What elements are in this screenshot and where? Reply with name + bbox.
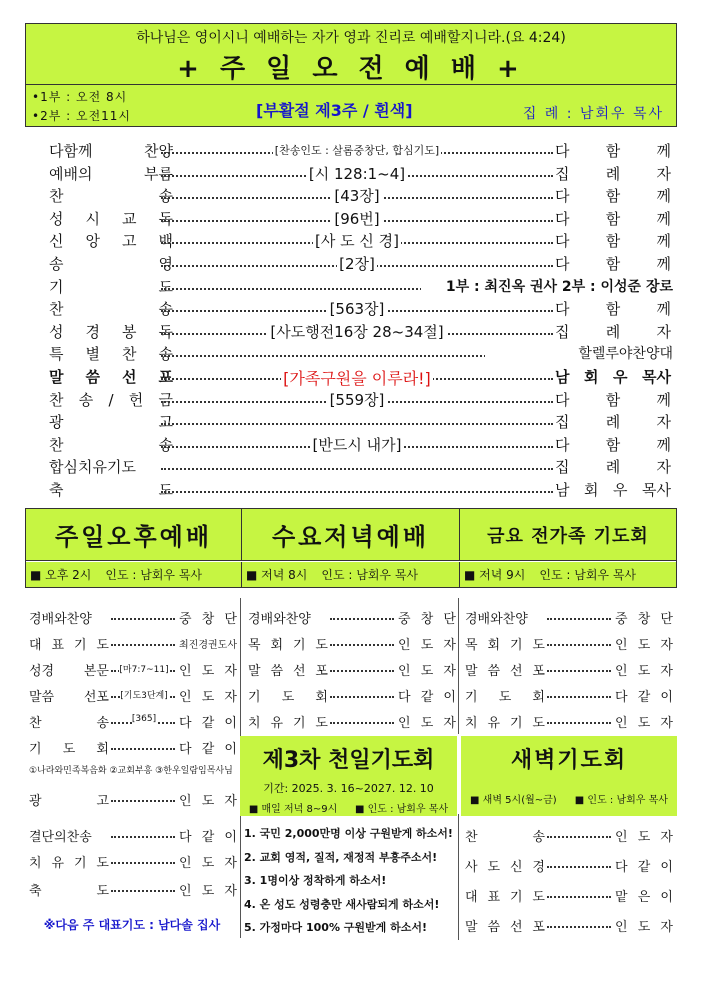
schedule-item: 치 유 기 도 xyxy=(465,716,545,731)
schedule-leader: 다 같 이 xyxy=(179,830,237,845)
dawn-item: 대 표 기 도 xyxy=(465,890,545,905)
leader-dots xyxy=(111,890,175,892)
order-row xyxy=(25,366,677,388)
leader-dots xyxy=(330,670,394,672)
prayer-topic: 2. 교회 영적, 질적, 재정적 부흥주소서! xyxy=(244,850,438,864)
dawn-prayer-info xyxy=(461,780,677,816)
schedule-item: 축 도 xyxy=(29,884,109,899)
thousand-day-prayer-time: ■ 매일 저녁 8~9시 xyxy=(248,803,338,815)
order-detail xyxy=(161,163,553,184)
schedule-leader: 인 도 자 xyxy=(179,664,237,679)
schedule-row xyxy=(29,880,237,900)
order-label: 축 도 xyxy=(49,481,173,499)
leader-dots xyxy=(547,722,611,724)
order-label: 특 별 찬 송 xyxy=(49,345,173,364)
dawn-item: 사 도 신 경 xyxy=(465,860,545,875)
schedule-row xyxy=(465,686,673,706)
schedule-leader: 인 도 자 xyxy=(398,638,456,653)
schedule-item: 경배와찬양 xyxy=(29,612,92,627)
prayer-topic: 1. 국민 2,000만명 이상 구원받게 하소서! xyxy=(244,827,453,840)
friday-prayer-time: ■ 저녁 9시 xyxy=(464,568,526,582)
leader-dots xyxy=(111,836,175,838)
order-leader: 집 례 자 xyxy=(555,164,671,183)
order-leader: 집 례 자 xyxy=(555,458,671,477)
order-label: 기 도 xyxy=(49,277,173,296)
schedule-row xyxy=(465,712,673,732)
leader-dots xyxy=(111,748,175,750)
next-week-prayer: ※다음 주 대표기도 : 남다솔 집사 xyxy=(43,918,221,932)
schedule-row xyxy=(29,826,237,846)
schedule-detail xyxy=(113,662,175,675)
order-label: 찬 송 xyxy=(49,187,173,206)
dawn-prayer-leader: ■ 인도 : 남회우 목사 xyxy=(574,794,668,806)
schedule-item: 목 회 기 도 xyxy=(465,638,545,653)
first-service-time: •1부 : 오전 8시 xyxy=(32,90,128,104)
order-detail xyxy=(161,321,553,342)
schedule-leader: 중 창 단 xyxy=(398,612,456,627)
dawn-prayer-title: 새벽기도회 xyxy=(461,736,677,780)
order-leader: 다 함 께 xyxy=(555,209,671,228)
leader-dots xyxy=(330,618,394,620)
leader-dots xyxy=(161,491,553,493)
prayer-topic: 3. 1명이상 정착하게 하소서! xyxy=(244,874,387,887)
schedule-item: 기 도 회 xyxy=(248,690,328,705)
order-detail-text: [559장] xyxy=(329,390,385,409)
schedule-item: 기 도 회 xyxy=(465,690,545,705)
schedule-item: 경배와찬양 xyxy=(465,612,528,627)
order-detail-text: [찬송인도 : 살롬중창단, 합심기도] xyxy=(274,144,440,157)
schedule-leader: 인 도 자 xyxy=(179,690,237,705)
presider: 집 례 : 남회우 목사 xyxy=(522,106,664,122)
schedule-item: 광 고 xyxy=(29,794,109,809)
schedule-item: 기 도 회 xyxy=(29,742,109,757)
schedule-row xyxy=(248,660,456,680)
schedule-row xyxy=(29,686,237,706)
schedule-leader: 인 도 자 xyxy=(179,856,237,871)
order-leader: 다 함 께 xyxy=(555,390,671,409)
order-label: 다함께 찬양 xyxy=(49,142,173,160)
order-row xyxy=(25,276,677,298)
order-row xyxy=(25,253,677,275)
order-detail-text: [96번] xyxy=(334,209,380,228)
service-header xyxy=(25,23,677,127)
leader-dots xyxy=(330,644,394,646)
schedule-item: 말 씀 선 포 xyxy=(248,664,328,679)
schedule-detail xyxy=(113,714,175,724)
order-label: 예배의 부름 xyxy=(49,164,173,183)
order-detail xyxy=(161,366,553,389)
order-label: 합심치유기도 xyxy=(49,458,136,477)
schedule-row xyxy=(29,712,237,732)
leader-dots xyxy=(111,644,175,646)
order-row xyxy=(25,298,677,320)
order-leader: 남 회 우 목사 xyxy=(555,481,671,499)
order-leader: 다 함 께 xyxy=(555,187,671,206)
order-detail xyxy=(161,185,553,206)
schedule-row xyxy=(248,712,456,732)
leader-dots xyxy=(547,670,611,672)
order-leader: 남 회 우 목사 xyxy=(555,368,671,386)
sunday-afternoon-leader: 인도 : 남회우 목사 xyxy=(105,568,203,582)
friday-prayer-title: 금요 전가족 기도회 xyxy=(460,509,676,561)
schedule-leader: 다 같 이 xyxy=(179,742,237,757)
schedule-row xyxy=(29,790,237,810)
schedule-item: 목 회 기 도 xyxy=(248,638,328,653)
schedule-leader: 인 도 자 xyxy=(615,716,673,731)
schedule-leader: 인 도 자 xyxy=(615,664,673,679)
order-detail xyxy=(161,434,553,455)
order-row xyxy=(25,321,677,343)
weekly-services-header xyxy=(25,508,677,588)
service-title: + 주 일 오 전 예 배 + xyxy=(177,54,525,84)
order-of-service xyxy=(25,130,677,499)
wednesday-evening-time: ■ 저녁 8시 xyxy=(246,568,308,582)
prayer-topics-note: ①나라와민족복음화 ②교회부흥 ③한우일람임목사님 xyxy=(29,766,233,776)
schedule-leader: 다 같 이 xyxy=(398,690,456,705)
order-detail-text: [2장] xyxy=(339,255,375,273)
leader-dots xyxy=(547,696,611,698)
thousand-day-prayer-leader: ■ 인도 : 남회우 목사 xyxy=(354,803,449,815)
friday-prayer-info xyxy=(460,562,676,587)
scripture-verse: 하나님은 영이시니 예배하는 자가 영과 진리로 예배할지니라.(요 4:24) xyxy=(136,30,566,46)
dawn-item: 찬 송 xyxy=(465,830,545,845)
dawn-leader: 다 같 이 xyxy=(615,860,673,875)
order-label: 말 씀 선 포 xyxy=(49,368,173,386)
order-detail xyxy=(161,389,553,410)
schedule-item: 찬 송 xyxy=(29,716,109,731)
order-leader: 다 함 께 xyxy=(555,255,671,273)
schedule-leader: 다 같 이 xyxy=(179,716,237,731)
prayer-topic: 4. 온 성도 성령충만 새사람되게 하소서! xyxy=(244,897,440,911)
schedule-row xyxy=(29,738,237,758)
schedule-leader: 인 도 자 xyxy=(398,716,456,731)
schedule-leader: 인 도 자 xyxy=(179,884,237,899)
order-row xyxy=(25,140,677,162)
order-detail-text: [시 128:1~4] xyxy=(308,164,406,183)
order-label: 성 경 봉 독 xyxy=(49,322,173,341)
dawn-leader: 인 도 자 xyxy=(615,920,673,935)
dawn-leader: 인 도 자 xyxy=(615,830,673,845)
wednesday-evening-leader: 인도 : 남회우 목사 xyxy=(321,568,419,582)
order-leader: 할렐루야찬양대 xyxy=(485,343,673,363)
order-label: 성 시 교 독 xyxy=(49,209,173,228)
liturgical-season: [부활절 제3주 / 흰색] xyxy=(256,101,413,120)
order-label: 광 고 xyxy=(49,413,173,432)
schedule-row xyxy=(29,660,237,680)
schedule-row xyxy=(465,634,673,654)
order-row xyxy=(25,389,677,411)
schedule-item: 치 유 기 도 xyxy=(248,716,328,731)
schedule-leader: 인 도 자 xyxy=(398,664,456,679)
order-detail-text: [사 도 신 경] xyxy=(315,232,399,251)
schedule-detail-text: [마7:7~11] xyxy=(119,665,169,675)
wednesday-evening-info xyxy=(242,562,460,587)
schedule-item: 성경 본문 xyxy=(29,664,109,679)
schedule-row xyxy=(29,852,237,872)
order-leader: 다 함 께 xyxy=(555,300,671,319)
order-label: 찬 송 / 헌 금 xyxy=(49,390,173,409)
order-detail-text: [43장] xyxy=(334,187,380,206)
order-detail-text: [563장] xyxy=(329,300,385,319)
schedule-leader: 중 창 단 xyxy=(179,612,237,627)
leader-dots xyxy=(547,618,611,620)
schedule-leader: 다 같 이 xyxy=(615,690,673,705)
schedule-item: 말씀 선포 xyxy=(29,690,109,705)
header-divider xyxy=(26,84,676,85)
sunday-afternoon-info xyxy=(26,562,242,587)
schedule-detail-text: [기도3단계] xyxy=(120,691,168,701)
sunday-afternoon-time: ■ 오후 2시 xyxy=(30,568,92,582)
order-row xyxy=(25,479,677,501)
order-detail-text: [반드시 내가] xyxy=(312,435,402,454)
order-detail xyxy=(161,298,553,319)
schedule-row xyxy=(248,686,456,706)
order-label: 찬 송 xyxy=(49,300,173,319)
leader-dots xyxy=(111,862,175,864)
schedule-item: 대 표 기 도 xyxy=(29,638,109,653)
order-row xyxy=(25,185,677,207)
schedule-row xyxy=(248,634,456,654)
order-detail-text: [사도행전16장 28~34절] xyxy=(270,322,444,341)
schedule-leader: 최진경권도사 xyxy=(179,640,237,651)
leader-dots xyxy=(330,696,394,698)
order-leader: 다 함 께 xyxy=(555,232,671,251)
schedule-item: 결단의찬송 xyxy=(29,830,92,845)
thousand-day-prayer-info xyxy=(240,798,457,816)
order-row xyxy=(25,456,677,478)
order-detail xyxy=(161,230,553,251)
order-row xyxy=(25,343,677,365)
schedule-leader: 인 도 자 xyxy=(179,794,237,809)
schedule-row xyxy=(465,608,673,628)
leader-dots xyxy=(161,423,553,425)
order-leader: 다 함 께 xyxy=(555,435,671,454)
sunday-afternoon-title: 주일오후예배 xyxy=(26,509,242,561)
order-row xyxy=(25,163,677,185)
schedule-row xyxy=(248,608,456,628)
order-detail-text: [가족구원을 이루라!] xyxy=(283,369,431,388)
schedule-item: 경배와찬양 xyxy=(248,612,311,627)
thousand-day-prayer-title: 제3차 천일기도회 xyxy=(240,736,457,780)
prayer-meetings xyxy=(240,736,677,938)
order-row xyxy=(25,230,677,252)
dawn-leader: 맡 은 이 xyxy=(615,890,673,905)
order-row xyxy=(25,411,677,433)
schedule-item: 치 유 기 도 xyxy=(29,856,109,871)
schedule-detail-text: [365] xyxy=(131,714,157,724)
order-leader: 집 례 자 xyxy=(555,322,671,341)
prayer-topics xyxy=(244,822,454,940)
column-divider xyxy=(458,598,459,734)
dawn-prayer-time: ■ 새벽 5시(월~금) xyxy=(470,794,557,806)
leader-dots xyxy=(111,618,175,620)
schedule-detail xyxy=(113,688,175,701)
order-detail xyxy=(161,253,553,274)
order-label: 신 앙 고 백 xyxy=(49,232,173,251)
friday-prayer-leader: 인도 : 남회우 목사 xyxy=(539,568,637,582)
leader-dots xyxy=(547,644,611,646)
leader-dots xyxy=(111,800,175,802)
order-leader: 집 례 자 xyxy=(555,413,671,432)
schedule-item: 말 씀 선 포 xyxy=(465,664,545,679)
leader-dots xyxy=(161,468,553,470)
wednesday-evening-title: 수요저녁예배 xyxy=(242,509,460,561)
order-label: 찬 송 xyxy=(49,435,173,454)
schedule-leader: 중 창 단 xyxy=(615,612,673,627)
order-row xyxy=(25,434,677,456)
leader-dots xyxy=(330,722,394,724)
schedule-row xyxy=(29,608,237,628)
order-detail xyxy=(161,208,553,229)
prayer-topic: 5. 가정마다 100% 구원받게 하소서! xyxy=(244,921,428,934)
schedule-row xyxy=(29,634,237,654)
schedule-row xyxy=(465,660,673,680)
dawn-item: 말 씀 선 포 xyxy=(465,920,545,935)
order-leader: 다 함 께 xyxy=(555,142,671,160)
schedule-leader: 인 도 자 xyxy=(615,638,673,653)
second-service-time: •2부 : 오전11시 xyxy=(32,109,132,123)
order-leader: 1부 : 최진옥 권사 2부 : 이성준 장로 xyxy=(421,276,673,296)
order-detail xyxy=(161,140,553,158)
order-row xyxy=(25,208,677,230)
order-label: 송 영 xyxy=(49,255,173,273)
thousand-day-prayer-dates: 기간: 2025. 3. 16~2027. 12. 10 xyxy=(240,780,457,798)
